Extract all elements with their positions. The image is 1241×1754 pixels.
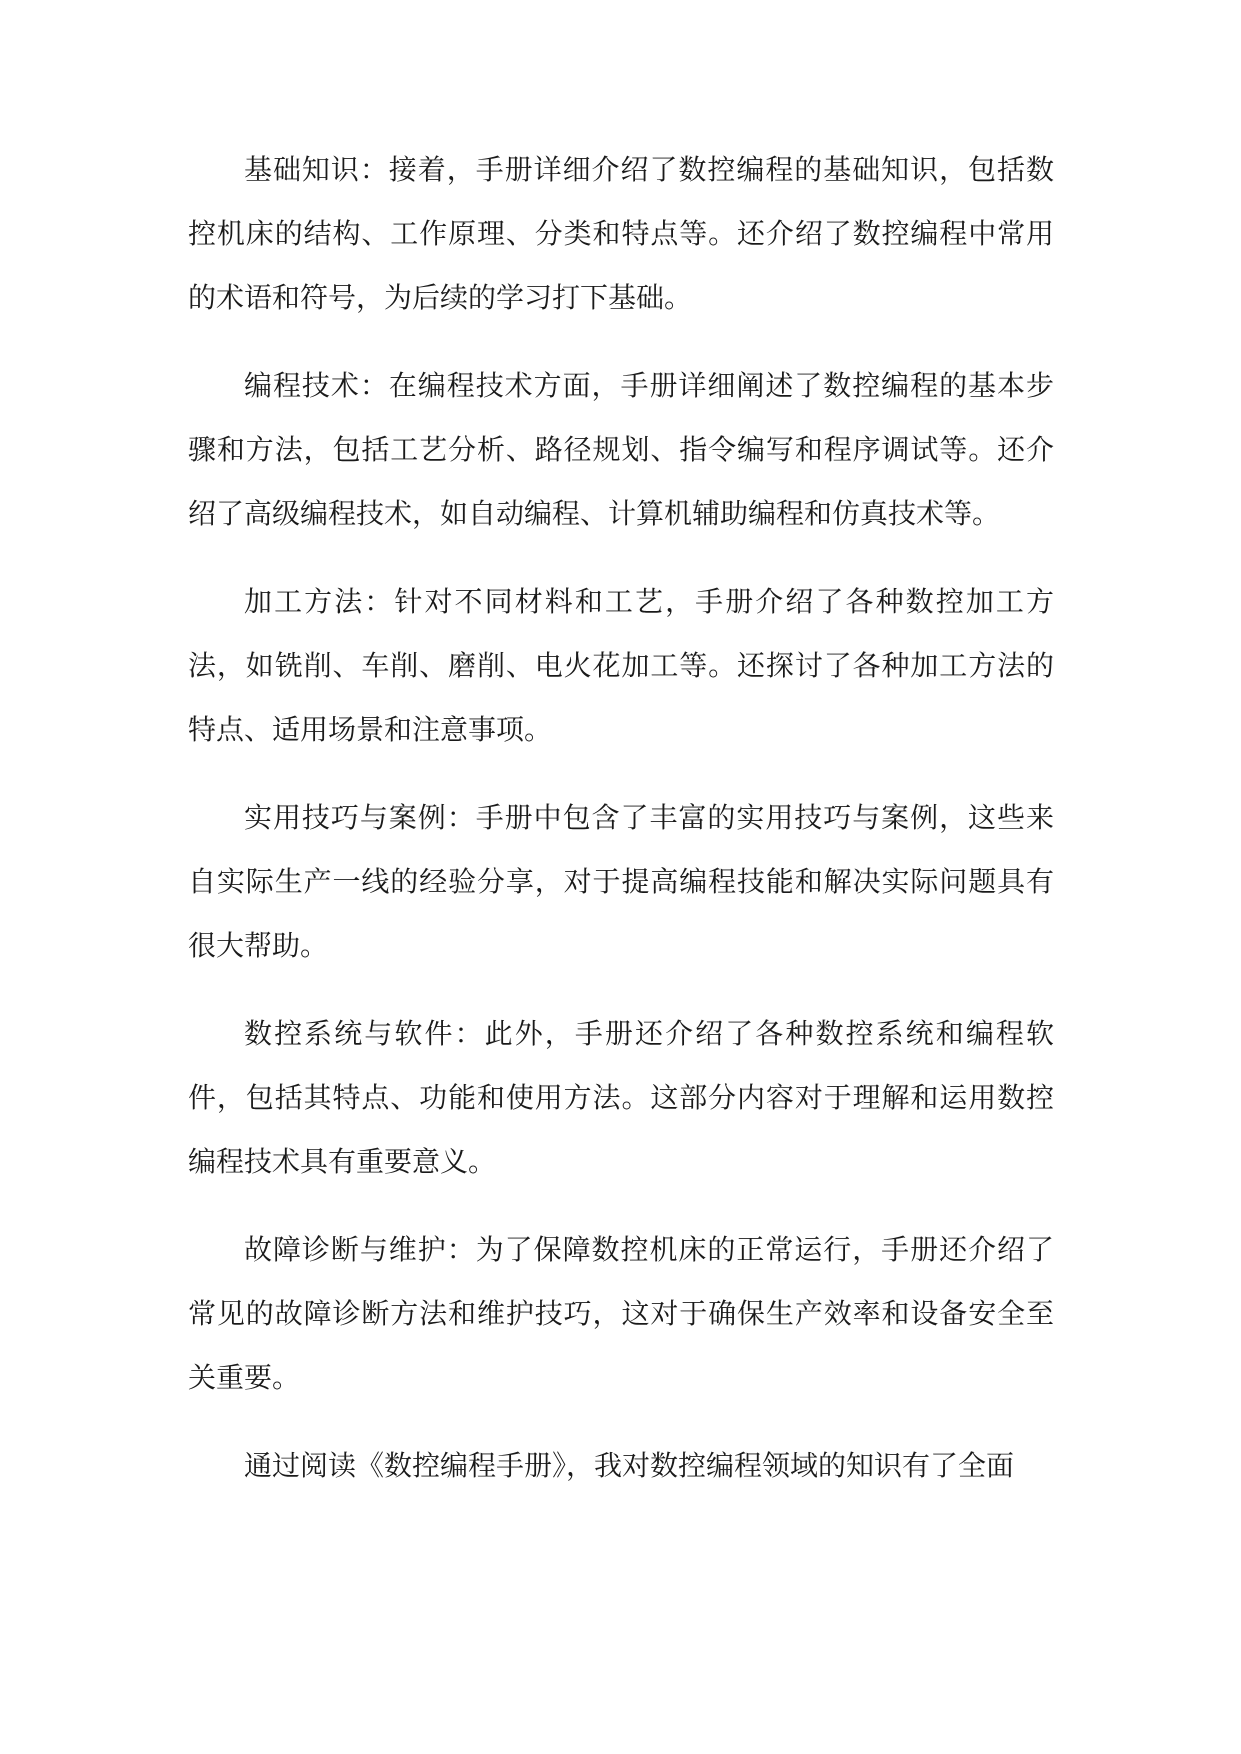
paragraph-basic-knowledge: 基础知识：接着，手册详细介绍了数控编程的基础知识，包括数控机床的结构、工作原理、分类和特点等。还介绍了数控编程中常用的术语和符号，为后续的学习打下基础。 <box>188 153 1054 314</box>
paragraph-tips-and-cases: 实用技巧与案例：手册中包含了丰富的实用技巧与案例，这些来自实际生产一线的经验分享，对于提高编程技能和解决实际问题具有很大帮助。 <box>188 801 1054 962</box>
paragraph-systems-and-software: 数控系统与软件：此外，手册还介绍了各种数控系统和编程软件，包括其特点、功能和使用方法。这部分内容对于理解和运用数控编程技术具有重要意义。 <box>188 1017 1054 1178</box>
paragraph-machining-methods: 加工方法：针对不同材料和工艺，手册介绍了各种数控加工方法，如铣削、车削、磨削、电火花加工等。还探讨了各种加工方法的特点、适用场景和注意事项。 <box>188 585 1054 746</box>
paragraph-fault-diagnosis: 故障诊断与维护：为了保障数控机床的正常运行，手册还介绍了常见的故障诊断方法和维护技巧，这对于确保生产效率和设备安全至关重要。 <box>188 1233 1054 1394</box>
paragraph-conclusion: 通过阅读《数控编程手册》，我对数控编程领域的知识有了全面 <box>244 1449 1015 1482</box>
paragraph-programming-techniques: 编程技术：在编程技术方面，手册详细阐述了数控编程的基本步骤和方法，包括工艺分析、路径规划、指令编写和程序调试等。还介绍了高级编程技术，如自动编程、计算机辅助编程和仿真技术等。 <box>188 369 1054 530</box>
document-page <box>188 138 1054 1522</box>
